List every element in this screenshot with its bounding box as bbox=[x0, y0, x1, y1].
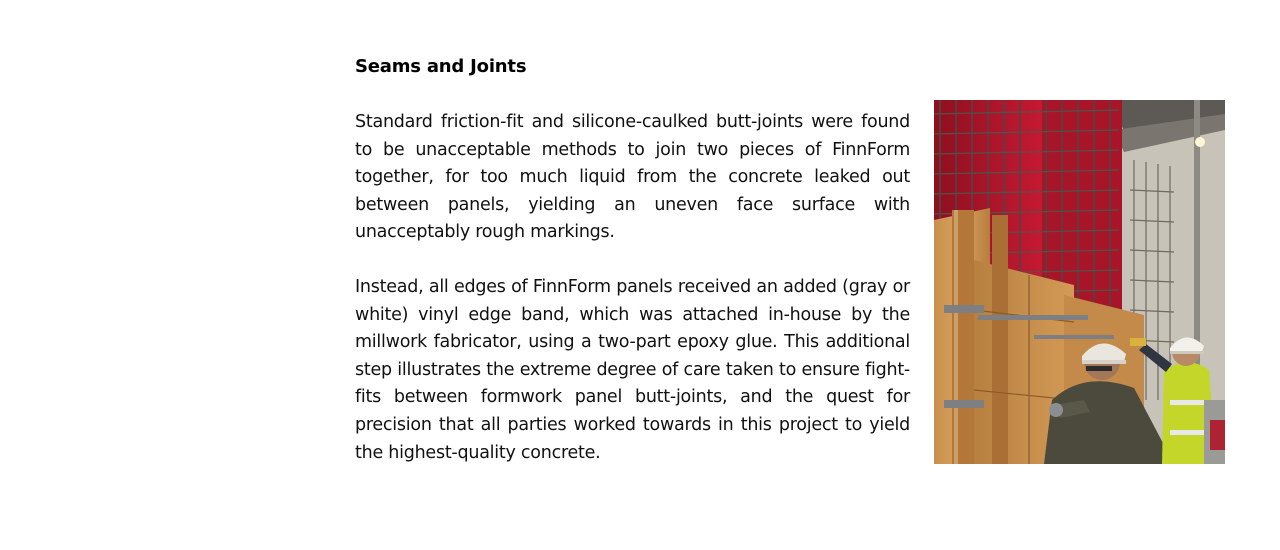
construction-photo bbox=[934, 100, 1225, 464]
section-heading: Seams and Joints bbox=[355, 56, 527, 77]
paragraph-1: Standard friction-fit and silicone-caulked butt-joints were found to be unacceptable methods to join two pieces of FinnForm together, for too much liquid from the concrete leaked out between panels, yielding an uneven face surface with unacceptably rough markings. bbox=[355, 112, 910, 243]
paragraph-2: Instead, all edges of FinnForm panels received an added (gray or white) vinyl edge band, which was attached in-house by the millwork fabricator, using a two-part epoxy glue. This additional step illustrates the extreme degree of care taken to ensure fight-fits between formwork panel butt-joints, and the quest for precision that all parties worked towards in this project to yield the highest-quality concrete. bbox=[355, 277, 910, 463]
